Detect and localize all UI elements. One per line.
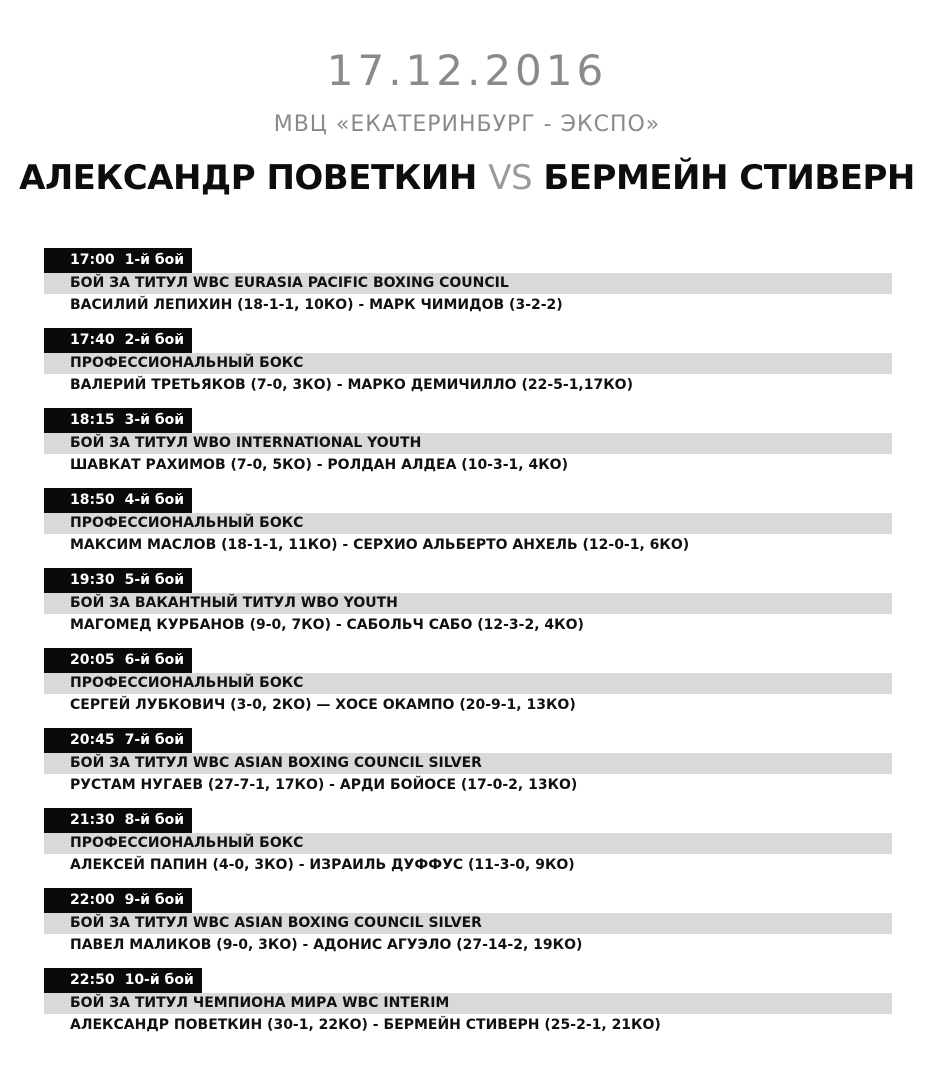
fight-time-tag bbox=[44, 968, 202, 993]
main-event-headline bbox=[0, 158, 934, 198]
event-date: 17.12.2016 bbox=[326, 46, 608, 95]
fight-row bbox=[0, 968, 934, 1048]
fight-fighters: ВАСИЛИЙ ЛЕПИХИН (18-1-1, 10КО) - МАРК ЧИМИДОВ (3-2-2) bbox=[70, 297, 563, 313]
fight-row bbox=[0, 328, 934, 408]
fight-number: 2-й бой bbox=[124, 332, 185, 348]
fight-time-tag bbox=[44, 488, 192, 513]
fight-number: 10-й бой bbox=[124, 972, 194, 988]
fight-title: БОЙ ЗА ТИТУЛ WBO INTERNATIONAL YOUTH bbox=[44, 433, 892, 454]
fight-fighters: ШАВКАТ РАХИМОВ (7-0, 5КО) - РОЛДАН АЛДЕА (10-3-1, 4КО) bbox=[70, 457, 568, 473]
fight-title: БОЙ ЗА ТИТУЛ ЧЕМПИОНА МИРА WBC INTERIM bbox=[44, 993, 892, 1014]
headliner-b: БЕРМЕЙН СТИВЕРН bbox=[543, 158, 915, 198]
fight-title: БОЙ ЗА ТИТУЛ WBC EURASIA PACIFIC BOXING COUNCIL bbox=[44, 273, 892, 294]
fight-number: 3-й бой bbox=[124, 412, 185, 428]
fight-time-tag bbox=[44, 328, 192, 353]
fight-time: 19:30 bbox=[70, 572, 115, 588]
fight-time: 20:05 bbox=[70, 652, 115, 668]
fight-time: 17:40 bbox=[70, 332, 115, 348]
fight-time: 22:50 bbox=[70, 972, 115, 988]
fight-title: БОЙ ЗА ТИТУЛ WBC ASIAN BOXING COUNCIL SILVER bbox=[44, 753, 892, 774]
fight-title: ПРОФЕССИОНАЛЬНЫЙ БОКС bbox=[44, 673, 892, 694]
fight-fighters: ВАЛЕРИЙ ТРЕТЬЯКОВ (7-0, 3КО) - МАРКО ДЕМИЧИЛЛО (22-5-1,17КО) bbox=[70, 377, 633, 393]
fight-number: 1-й бой bbox=[124, 252, 185, 268]
fight-row bbox=[0, 568, 934, 648]
event-venue: МВЦ «ЕКАТЕРИНБУРГ - ЭКСПО» bbox=[273, 112, 661, 137]
fight-time-tag bbox=[44, 408, 192, 433]
fight-title: БОЙ ЗА ВАКАНТНЫЙ ТИТУЛ WBO YOUTH bbox=[44, 593, 892, 614]
fight-fighters: МАКСИМ МАСЛОВ (18-1-1, 11КО) - СЕРХИО АЛЬБЕРТО АНХЕЛЬ (12-0-1, 6КО) bbox=[70, 537, 690, 553]
fight-title: ПРОФЕССИОНАЛЬНЫЙ БОКС bbox=[44, 513, 892, 534]
fight-time-tag bbox=[44, 648, 192, 673]
fight-number: 7-й бой bbox=[124, 732, 185, 748]
fight-title: ПРОФЕССИОНАЛЬНЫЙ БОКС bbox=[44, 833, 892, 854]
headliner-a: АЛЕКСАНДР ПОВЕТКИН bbox=[19, 158, 477, 198]
fight-time: 17:00 bbox=[70, 252, 115, 268]
fight-time: 20:45 bbox=[70, 732, 115, 748]
fight-number: 8-й бой bbox=[124, 812, 185, 828]
fight-row bbox=[0, 648, 934, 728]
fight-time-tag bbox=[44, 888, 192, 913]
fight-time: 18:15 bbox=[70, 412, 115, 428]
fight-time: 18:50 bbox=[70, 492, 115, 508]
fight-number: 6-й бой bbox=[124, 652, 185, 668]
fight-time-tag bbox=[44, 728, 192, 753]
fight-time-tag bbox=[44, 568, 192, 593]
vs-label: VS bbox=[488, 158, 533, 198]
fight-title: БОЙ ЗА ТИТУЛ WBC ASIAN BOXING COUNCIL SILVER bbox=[44, 913, 892, 934]
fight-row bbox=[0, 728, 934, 808]
fight-fighters: РУСТАМ НУГАЕВ (27-7-1, 17КО) - АРДИ БОЙОСЕ (17-0-2, 13КО) bbox=[70, 777, 578, 793]
fight-row bbox=[0, 248, 934, 328]
fight-row bbox=[0, 488, 934, 568]
fight-row bbox=[0, 888, 934, 968]
fight-time: 22:00 bbox=[70, 892, 115, 908]
fight-fighters: АЛЕКСЕЙ ПАПИН (4-0, 3КО) - ИЗРАИЛЬ ДУФФУС (11-3-0, 9КО) bbox=[70, 857, 575, 873]
fight-row bbox=[0, 808, 934, 888]
fight-row bbox=[0, 408, 934, 488]
fight-number: 4-й бой bbox=[124, 492, 185, 508]
fight-fighters: МАГОМЕД КУРБАНОВ (9-0, 7КО) - САБОЛЬЧ САБО (12-3-2, 4КО) bbox=[70, 617, 584, 633]
fight-time: 21:30 bbox=[70, 812, 115, 828]
fight-fighters: ПАВЕЛ МАЛИКОВ (9-0, 3КО) - АДОНИС АГУЭЛО (27-14-2, 19КО) bbox=[70, 937, 583, 953]
fight-fighters: СЕРГЕЙ ЛУБКОВИЧ (3-0, 2КО) — ХОСЕ ОКАМПО (20-9-1, 13КО) bbox=[70, 697, 576, 713]
fight-time-tag bbox=[44, 248, 192, 273]
fight-title: ПРОФЕССИОНАЛЬНЫЙ БОКС bbox=[44, 353, 892, 374]
fight-card-list bbox=[0, 248, 934, 1048]
fight-fighters: АЛЕКСАНДР ПОВЕТКИН (30-1, 22КО) - БЕРМЕЙН СТИВЕРН (25-2-1, 21КО) bbox=[70, 1017, 661, 1033]
fight-time-tag bbox=[44, 808, 192, 833]
fight-number: 9-й бой bbox=[124, 892, 185, 908]
fight-number: 5-й бой bbox=[124, 572, 185, 588]
